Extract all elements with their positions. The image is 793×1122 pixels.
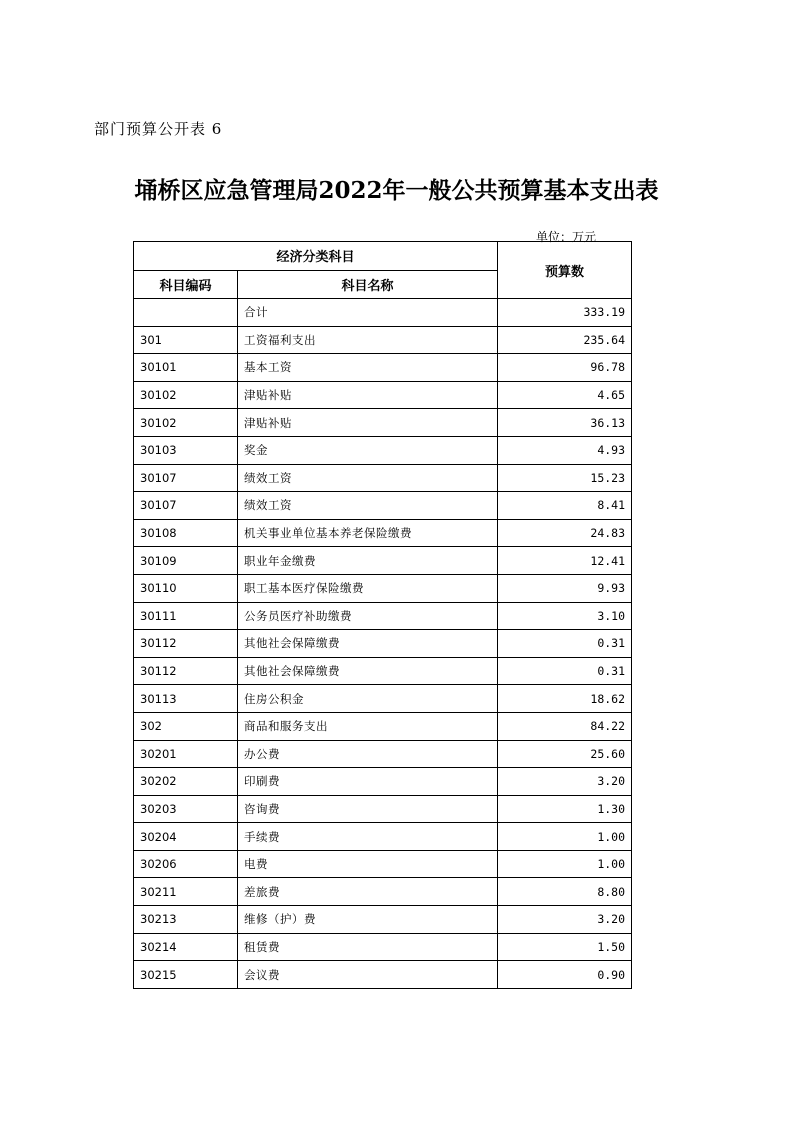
table-row — [134, 850, 632, 878]
row-name: 职业年金缴费 — [238, 547, 498, 575]
table-row — [134, 354, 632, 382]
row-name: 商品和服务支出 — [238, 712, 498, 740]
row-name: 手续费 — [238, 823, 498, 851]
row-amount: 1.50 — [498, 933, 632, 961]
row-amount: 25.60 — [498, 740, 632, 768]
row-code: 30113 — [134, 685, 238, 713]
row-amount: 4.65 — [498, 381, 632, 409]
table-row — [134, 299, 632, 327]
row-name: 机关事业单位基本养老保险缴费 — [238, 519, 498, 547]
row-code: 30214 — [134, 933, 238, 961]
row-name: 公务员医疗补助缴费 — [238, 602, 498, 630]
row-amount: 333.19 — [498, 299, 632, 327]
row-amount: 0.90 — [498, 961, 632, 989]
row-code: 30211 — [134, 878, 238, 906]
row-code: 30112 — [134, 630, 238, 658]
row-name: 其他社会保障缴费 — [238, 657, 498, 685]
row-amount: 3.20 — [498, 768, 632, 796]
row-amount: 1.00 — [498, 823, 632, 851]
row-amount: 8.41 — [498, 492, 632, 520]
row-name: 工资福利支出 — [238, 326, 498, 354]
row-amount: 15.23 — [498, 464, 632, 492]
table-row — [134, 657, 632, 685]
row-name: 办公费 — [238, 740, 498, 768]
row-code: 30203 — [134, 795, 238, 823]
row-code: 30204 — [134, 823, 238, 851]
row-code: 30213 — [134, 906, 238, 934]
table-row — [134, 326, 632, 354]
row-amount: 8.80 — [498, 878, 632, 906]
table-row — [134, 464, 632, 492]
row-amount: 12.41 — [498, 547, 632, 575]
table-row — [134, 574, 632, 602]
row-amount: 1.30 — [498, 795, 632, 823]
row-code: 30206 — [134, 850, 238, 878]
table-row — [134, 436, 632, 464]
row-name: 职工基本医疗保险缴费 — [238, 574, 498, 602]
table-row — [134, 630, 632, 658]
row-code: 30107 — [134, 464, 238, 492]
table-row — [134, 878, 632, 906]
row-name: 津贴补贴 — [238, 381, 498, 409]
row-name: 住房公积金 — [238, 685, 498, 713]
code-header: 科目编码 — [134, 270, 238, 299]
row-amount: 3.10 — [498, 602, 632, 630]
row-code: 30215 — [134, 961, 238, 989]
row-code: 30101 — [134, 354, 238, 382]
row-code: 30103 — [134, 436, 238, 464]
row-name: 奖金 — [238, 436, 498, 464]
row-code: 30102 — [134, 409, 238, 437]
row-code: 302 — [134, 712, 238, 740]
table-row — [134, 685, 632, 713]
table-body — [134, 299, 632, 989]
row-code: 30202 — [134, 768, 238, 796]
row-name: 津贴补贴 — [238, 409, 498, 437]
row-name: 维修（护）费 — [238, 906, 498, 934]
row-code: 30201 — [134, 740, 238, 768]
page-title: 埇桥区应急管理局2022年一般公共预算基本支出表 — [134, 177, 659, 204]
amount-header: 预算数 — [498, 242, 632, 299]
table-row — [134, 823, 632, 851]
row-amount: 0.31 — [498, 657, 632, 685]
row-name: 绩效工资 — [238, 492, 498, 520]
row-amount: 96.78 — [498, 354, 632, 382]
table-row — [134, 492, 632, 520]
row-amount: 18.62 — [498, 685, 632, 713]
row-name: 咨询费 — [238, 795, 498, 823]
row-amount: 1.00 — [498, 850, 632, 878]
row-name: 基本工资 — [238, 354, 498, 382]
row-code: 30107 — [134, 492, 238, 520]
row-code — [134, 299, 238, 327]
row-code: 301 — [134, 326, 238, 354]
name-header: 科目名称 — [238, 270, 498, 299]
table-row — [134, 795, 632, 823]
row-amount: 3.20 — [498, 906, 632, 934]
row-name: 其他社会保障缴费 — [238, 630, 498, 658]
row-code: 30110 — [134, 574, 238, 602]
table-row — [134, 740, 632, 768]
row-amount: 24.83 — [498, 519, 632, 547]
row-name: 租赁费 — [238, 933, 498, 961]
budget-table — [133, 241, 632, 989]
unit-label: 单位：万元 — [536, 230, 597, 244]
row-name: 电费 — [238, 850, 498, 878]
table-row — [134, 712, 632, 740]
row-amount: 4.93 — [498, 436, 632, 464]
table-row — [134, 768, 632, 796]
row-amount: 0.31 — [498, 630, 632, 658]
row-code: 30109 — [134, 547, 238, 575]
row-amount: 36.13 — [498, 409, 632, 437]
group-header: 经济分类科目 — [134, 242, 498, 271]
row-name: 印刷费 — [238, 768, 498, 796]
row-amount: 9.93 — [498, 574, 632, 602]
table-row — [134, 933, 632, 961]
row-name: 绩效工资 — [238, 464, 498, 492]
table-row — [134, 906, 632, 934]
row-amount: 235.64 — [498, 326, 632, 354]
table-row — [134, 602, 632, 630]
row-code: 30102 — [134, 381, 238, 409]
table-row — [134, 519, 632, 547]
header-row-group — [134, 242, 632, 271]
table-row — [134, 381, 632, 409]
row-code: 30108 — [134, 519, 238, 547]
row-code: 30112 — [134, 657, 238, 685]
row-amount: 84.22 — [498, 712, 632, 740]
table-row — [134, 961, 632, 989]
row-name: 合计 — [238, 299, 498, 327]
table-row — [134, 409, 632, 437]
table-caption: 部门预算公开表 6 — [94, 120, 223, 138]
row-name: 差旅费 — [238, 878, 498, 906]
table-row — [134, 547, 632, 575]
row-name: 会议费 — [238, 961, 498, 989]
row-code: 30111 — [134, 602, 238, 630]
